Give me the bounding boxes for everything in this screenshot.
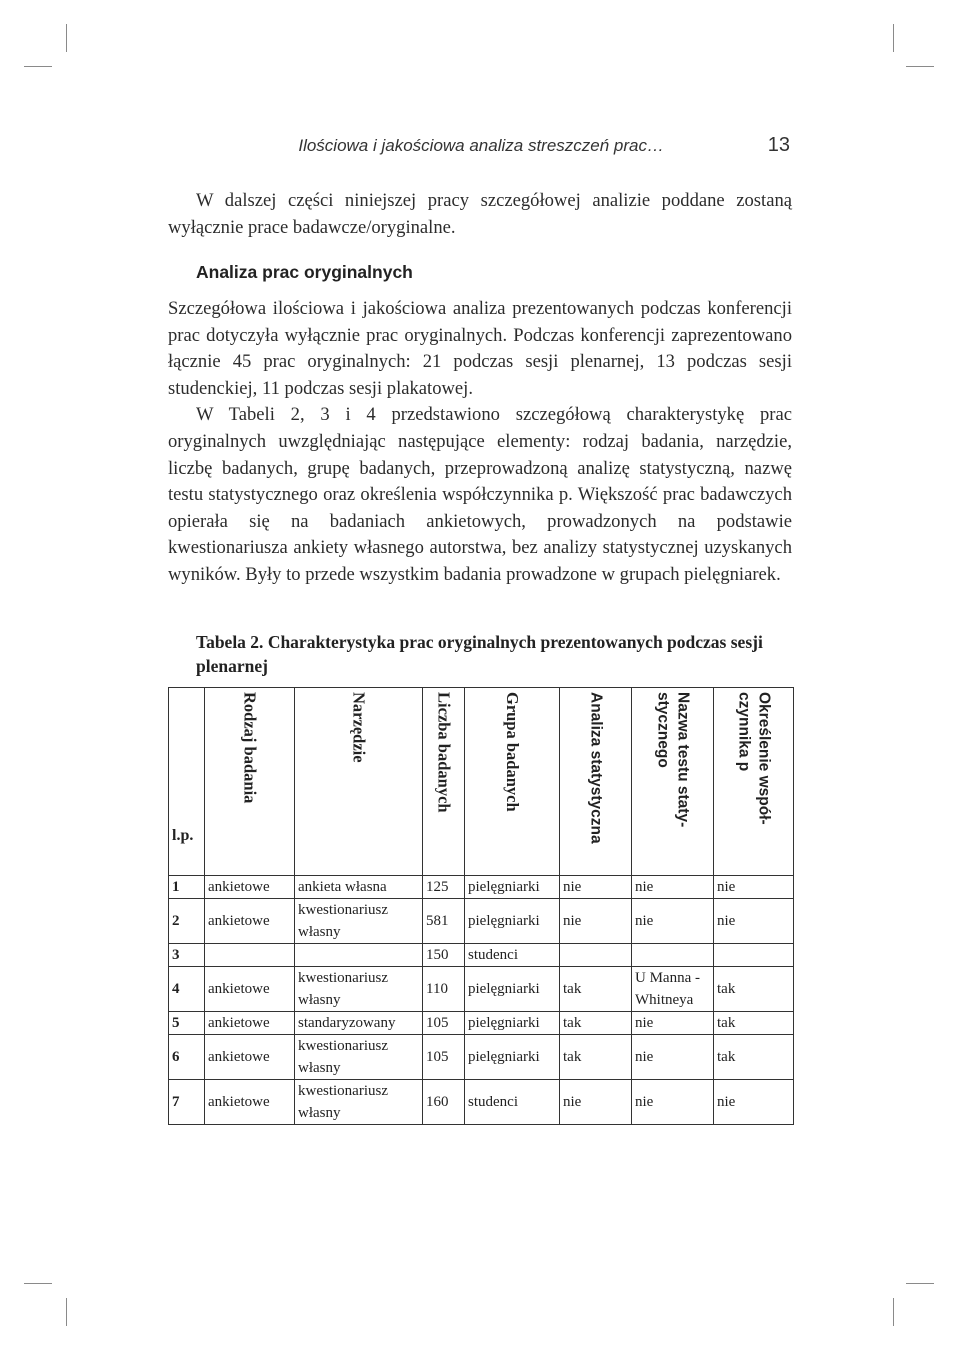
cell-rodzaj: ankietowe	[205, 1035, 295, 1080]
cell-narzedzie: kwestionariusz własny	[295, 1080, 423, 1125]
cell-nazwa: nie	[632, 1035, 714, 1080]
cell-analiza	[560, 944, 632, 967]
cell-lp: 5	[169, 1012, 205, 1035]
cell-nazwa	[632, 944, 714, 967]
section-body	[168, 296, 792, 589]
table-row	[169, 967, 794, 1012]
header-liczba-label: Liczba badanych	[434, 692, 454, 813]
cell-liczba: 125	[423, 876, 465, 899]
table-row	[169, 944, 794, 967]
cell-analiza: tak	[560, 1035, 632, 1080]
header-analiza	[560, 688, 632, 876]
cell-okreslenie: tak	[714, 967, 794, 1012]
table-row	[169, 1012, 794, 1035]
running-head	[196, 136, 792, 164]
cell-analiza: nie	[560, 876, 632, 899]
cell-rodzaj: ankietowe	[205, 1012, 295, 1035]
crop-mark	[24, 1283, 52, 1284]
header-lp	[169, 688, 205, 876]
data-table	[168, 687, 794, 1125]
cell-lp: 1	[169, 876, 205, 899]
intro-paragraph: W dalszej części niniejszej pracy szczegółowej analizie poddane zostaną wyłącznie prace badawcze/oryginalne.	[168, 190, 792, 238]
cell-okreslenie: nie	[714, 1080, 794, 1125]
cell-analiza: nie	[560, 1080, 632, 1125]
table-row	[169, 876, 794, 899]
cell-okreslenie	[714, 944, 794, 967]
cell-narzedzie	[295, 944, 423, 967]
cell-lp: 6	[169, 1035, 205, 1080]
table-row	[169, 899, 794, 944]
cell-lp: 2	[169, 899, 205, 944]
table-caption-text: Charakterystyka prac oryginalnych prezentowanych podczas sesji plenarnej	[196, 632, 763, 676]
cell-nazwa: nie	[632, 899, 714, 944]
header-liczba	[423, 688, 465, 876]
cell-okreslenie: tak	[714, 1012, 794, 1035]
cell-rodzaj: ankietowe	[205, 876, 295, 899]
cell-rodzaj: ankietowe	[205, 967, 295, 1012]
cell-nazwa: nie	[632, 1080, 714, 1125]
cell-lp: 4	[169, 967, 205, 1012]
header-nazwa-line1: Nazwa testu staty-	[674, 692, 692, 828]
crop-mark	[66, 1298, 67, 1326]
section-heading: Analiza prac oryginalnych	[196, 262, 413, 282]
header-lp-label: l.p.	[172, 827, 194, 844]
cell-grupa: pielęgniarki	[465, 967, 560, 1012]
header-narzedzie	[295, 688, 423, 876]
cell-okreslenie: tak	[714, 1035, 794, 1080]
header-rodzaj-label: Rodzaj badania	[240, 692, 260, 804]
header-narzedzie-label: Narzędzie	[349, 692, 369, 763]
crop-mark	[24, 66, 52, 67]
cell-okreslenie: nie	[714, 899, 794, 944]
cell-rodzaj: ankietowe	[205, 899, 295, 944]
header-grupa-label: Grupa badanych	[503, 692, 522, 812]
header-okreslenie-line1: Określenie współ-	[755, 692, 773, 825]
header-nazwa	[632, 688, 714, 876]
cell-narzedzie: kwestionariusz własny	[295, 967, 423, 1012]
section-paragraph: Szczegółowa ilościowa i jakościowa analiza prezentowanych podczas konferencji prac dotyczyła wyłącznie prac oryginalnych. Podczas konferencji zaprezentowano łącznie 45 prac oryginalnych: 21 podczas sesji plenarnej, 13 podczas sesji studenckiej, 11 podczas sesji plakatowej.	[168, 298, 792, 399]
cell-grupa: studenci	[465, 944, 560, 967]
header-grupa	[465, 688, 560, 876]
running-title: Ilościowa i jakościowa analiza streszczeń prac…	[298, 136, 664, 155]
cell-narzedzie: kwestionariusz własny	[295, 899, 423, 944]
header-okreslenie-line2: czynnika p	[735, 692, 753, 772]
header-analiza-label: Analiza statystyczna	[587, 692, 605, 844]
cell-rodzaj	[205, 944, 295, 967]
cell-narzedzie: standaryzowany	[295, 1012, 423, 1035]
cell-analiza: tak	[560, 1012, 632, 1035]
table-caption	[196, 630, 796, 678]
header-okreslenie-label	[734, 692, 774, 825]
cell-analiza: nie	[560, 899, 632, 944]
cell-grupa: pielęgniarki	[465, 899, 560, 944]
cell-grupa: pielęgniarki	[465, 876, 560, 899]
header-rodzaj	[205, 688, 295, 876]
cell-narzedzie: ankieta własna	[295, 876, 423, 899]
cell-liczba: 105	[423, 1035, 465, 1080]
table-row	[169, 1035, 794, 1080]
crop-mark	[893, 24, 894, 52]
table-row	[169, 1080, 794, 1125]
cell-grupa: pielęgniarki	[465, 1035, 560, 1080]
cell-analiza: tak	[560, 967, 632, 1012]
crop-mark	[893, 1298, 894, 1326]
cell-lp: 3	[169, 944, 205, 967]
cell-liczba: 160	[423, 1080, 465, 1125]
cell-nazwa: U Manna - Whitneya	[632, 967, 714, 1012]
cell-grupa: studenci	[465, 1080, 560, 1125]
cell-lp: 7	[169, 1080, 205, 1125]
intro-paragraph-block	[168, 188, 792, 241]
crop-mark	[66, 24, 67, 52]
section-paragraph: W Tabeli 2, 3 i 4 przedstawiono szczegółową charakterystykę prac oryginalnych uwzględniając następujące elementy: rodzaj badania, narzędzie, liczbę badanych, grupę badanych, przeprowadzoną analizę statystyczną, nazwę testu statystycznego oraz określenia współczynnika p. Większość prac badawczych opierała się na badaniach ankietowych, prowadzonych na podstawie kwestionariusza ankiety własnego autorstwa, bez analizy statystycznej uzyskanych wyników. Były to przede wszystkim badania prowadzone w grupach pielęgniarek.	[168, 404, 792, 585]
header-nazwa-line2: stycznego	[654, 692, 672, 768]
header-nazwa-label	[653, 692, 693, 827]
cell-rodzaj: ankietowe	[205, 1080, 295, 1125]
cell-grupa: pielęgniarki	[465, 1012, 560, 1035]
crop-mark	[906, 66, 934, 67]
crop-mark	[906, 1283, 934, 1284]
cell-liczba: 110	[423, 967, 465, 1012]
cell-liczba: 150	[423, 944, 465, 967]
table-header-row	[169, 688, 794, 876]
cell-okreslenie: nie	[714, 876, 794, 899]
cell-liczba: 581	[423, 899, 465, 944]
cell-nazwa: nie	[632, 876, 714, 899]
cell-narzedzie: kwestionariusz własny	[295, 1035, 423, 1080]
table-caption-label: Tabela 2.	[196, 632, 264, 652]
header-okreslenie	[714, 688, 794, 876]
page-number: 13	[767, 134, 790, 156]
cell-nazwa: nie	[632, 1012, 714, 1035]
cell-liczba: 105	[423, 1012, 465, 1035]
